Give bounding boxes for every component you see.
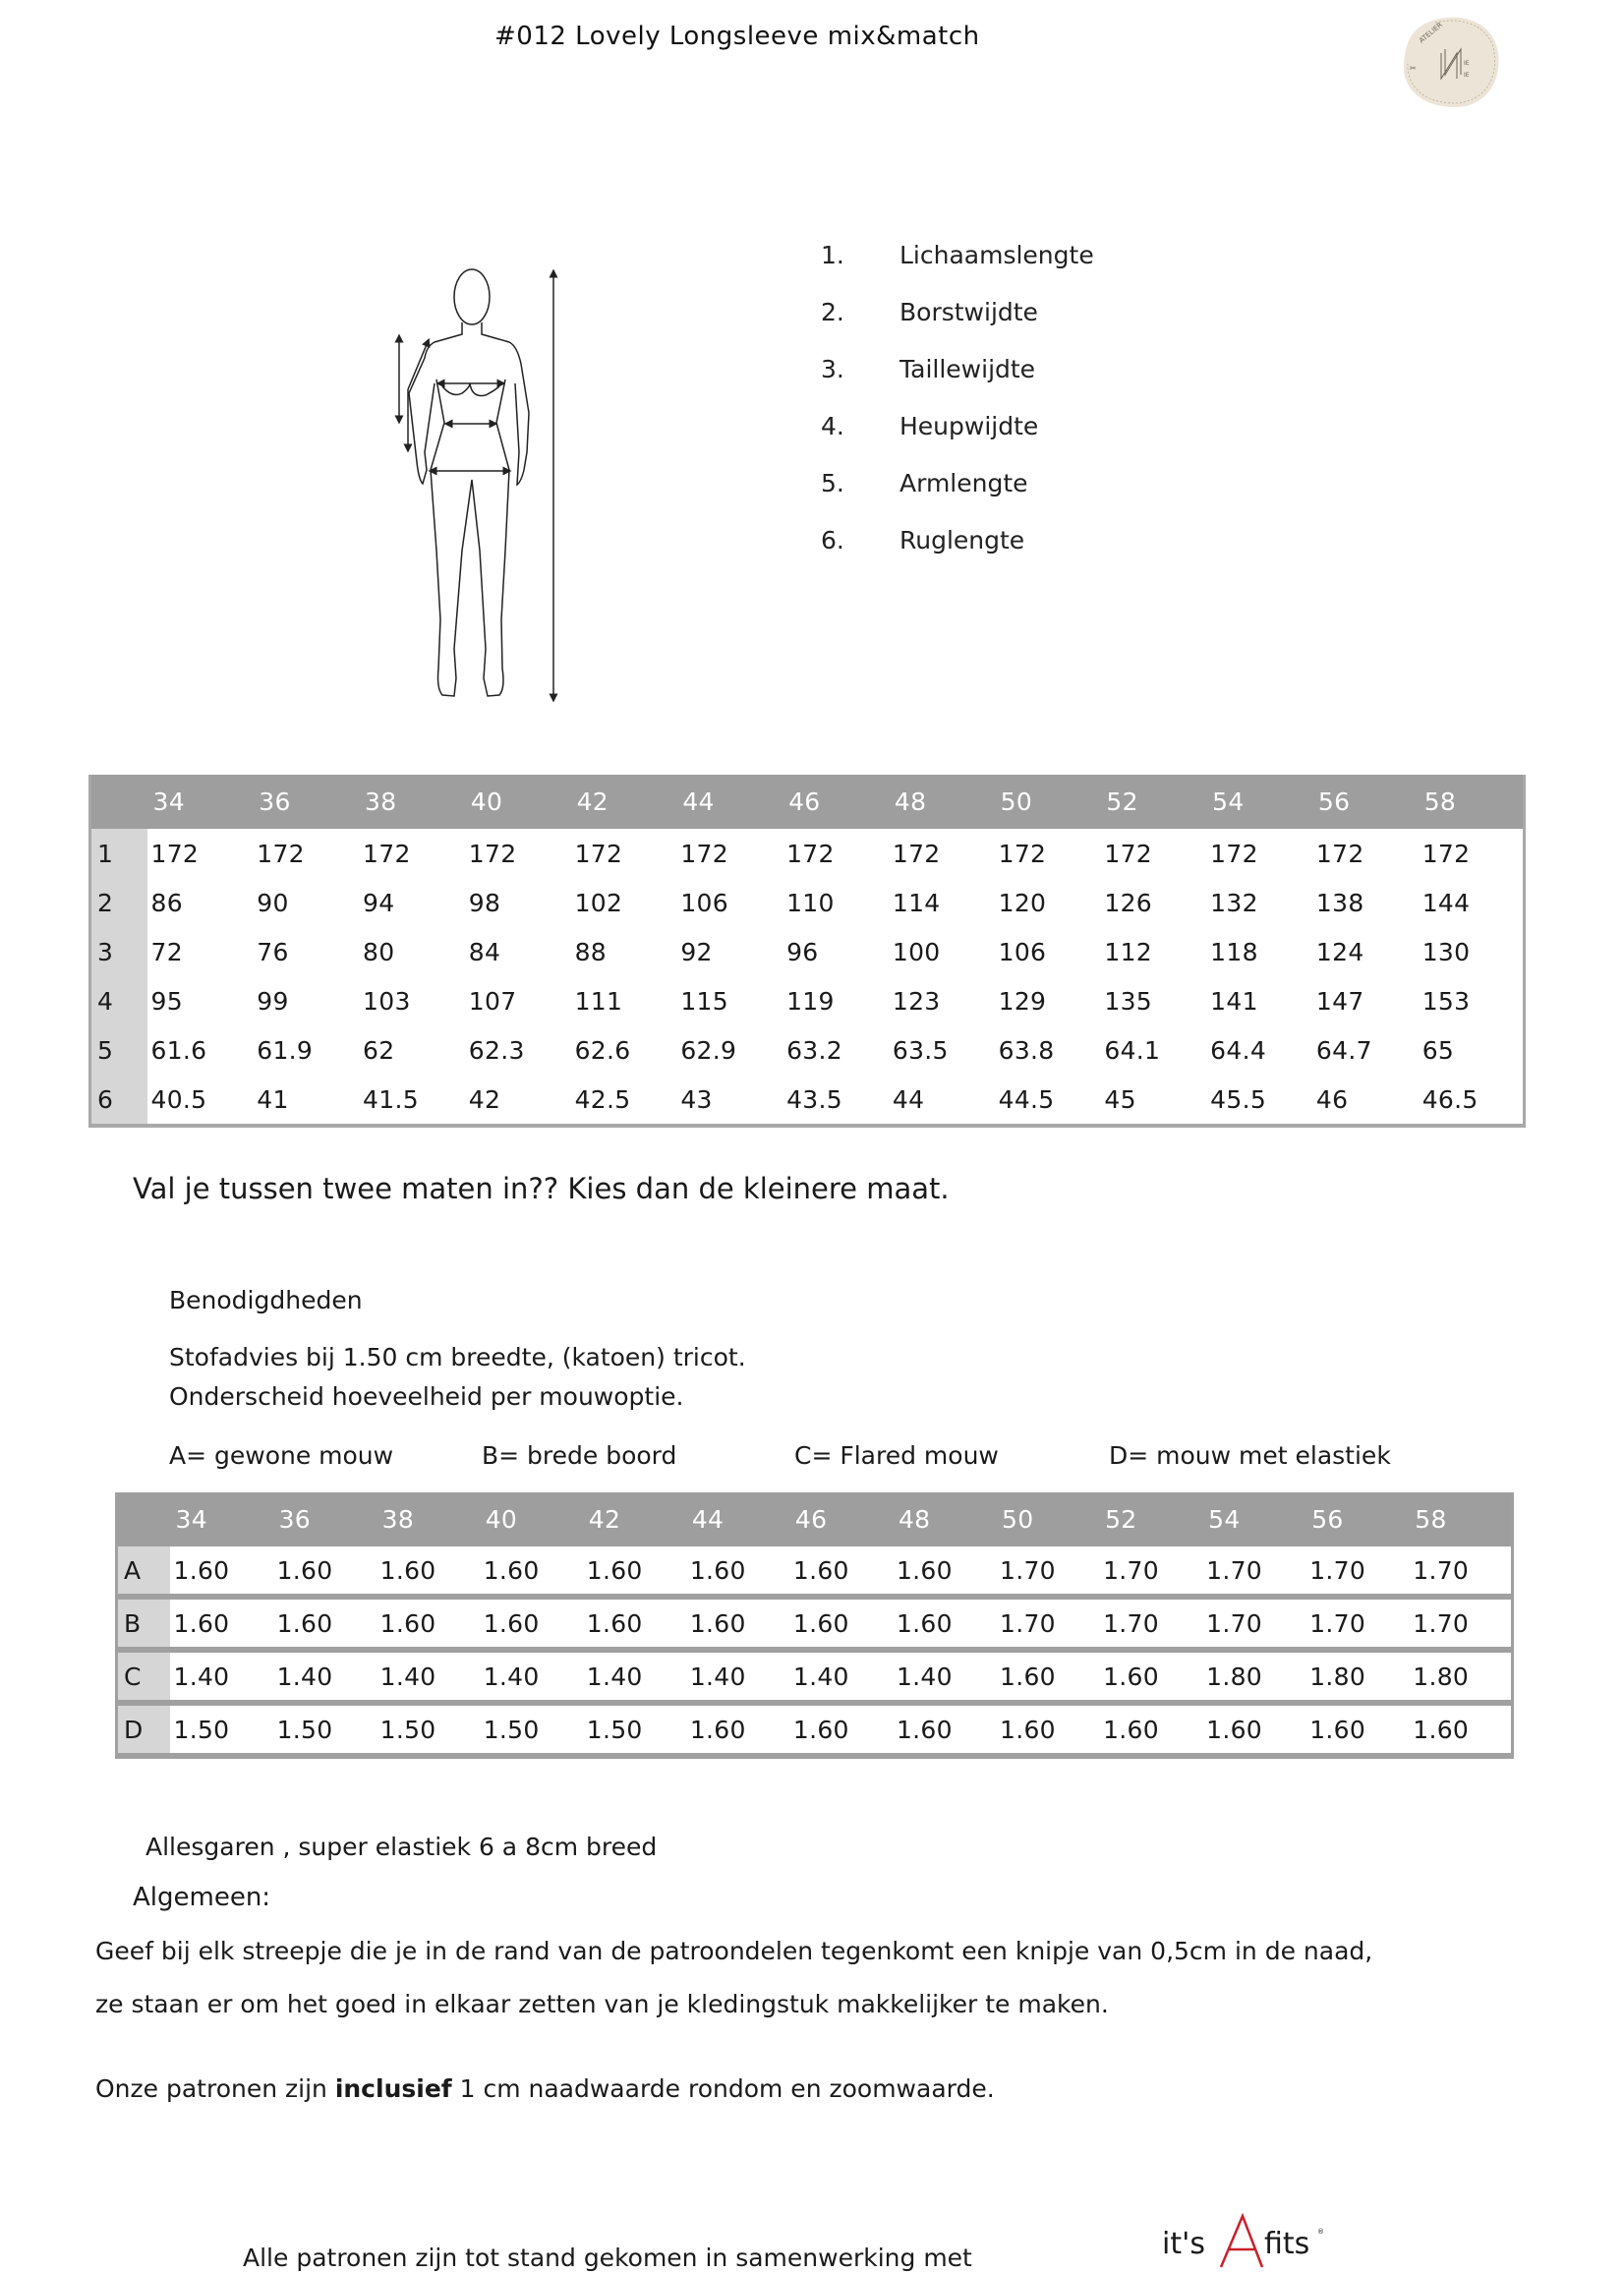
size-column-header: 40 bbox=[480, 1492, 583, 1546]
legend-number: 4. bbox=[821, 412, 844, 440]
table-cell: 1.70 bbox=[996, 1546, 1099, 1597]
table-row bbox=[117, 1703, 1513, 1756]
table-cell: 94 bbox=[359, 878, 465, 927]
table-cell: 1.60 bbox=[1305, 1703, 1409, 1756]
table-row bbox=[90, 1025, 1525, 1075]
size-table-body bbox=[90, 829, 1525, 1126]
table-cell: 129 bbox=[995, 976, 1101, 1025]
size-column-header: 42 bbox=[583, 1492, 686, 1546]
table-cell: 90 bbox=[253, 878, 359, 927]
table-cell: 1.40 bbox=[583, 1650, 686, 1703]
legend-label: Heupwijdte bbox=[899, 412, 1039, 440]
legend-label: Ruglengte bbox=[899, 526, 1025, 554]
size-column-header: 56 bbox=[1312, 775, 1419, 829]
table-cell: 44.5 bbox=[995, 1075, 1101, 1126]
size-column-header: 46 bbox=[789, 1492, 893, 1546]
table-cell: 1.60 bbox=[480, 1597, 583, 1650]
atelier-nie-logo-icon bbox=[1396, 14, 1506, 110]
table-cell: 115 bbox=[676, 976, 783, 1025]
table-cell: 103 bbox=[359, 976, 465, 1025]
general-line-3 bbox=[95, 2074, 995, 2103]
row-label: 1 bbox=[90, 829, 147, 878]
general-heading: Algemeen: bbox=[133, 1883, 271, 1912]
table-cell: 172 bbox=[571, 829, 677, 878]
size-column-header: 52 bbox=[1099, 1492, 1202, 1546]
table-cell: 1.70 bbox=[996, 1597, 1099, 1650]
table-cell: 1.60 bbox=[377, 1546, 480, 1597]
table-cell: 1.40 bbox=[686, 1650, 789, 1703]
legend-label: Lichaamslengte bbox=[899, 241, 1094, 269]
corner-cell bbox=[117, 1492, 170, 1546]
table-cell: 1.60 bbox=[1409, 1703, 1512, 1756]
table-cell: 126 bbox=[1100, 878, 1206, 927]
table-cell: 46 bbox=[1312, 1075, 1419, 1126]
table-row bbox=[90, 1075, 1525, 1126]
size-column-header: 36 bbox=[253, 775, 359, 829]
general-line-2: ze staan er om het goed in elkaar zetten van je kledingstuk makkelijker te maken. bbox=[95, 1990, 1109, 2018]
table-cell: 1.40 bbox=[480, 1650, 583, 1703]
size-column-header: 44 bbox=[676, 775, 783, 829]
table-cell: 172 bbox=[1419, 829, 1525, 878]
table-cell: 172 bbox=[1312, 829, 1419, 878]
table-row bbox=[90, 829, 1525, 878]
table-cell: 43 bbox=[676, 1075, 783, 1126]
table-cell: 1.60 bbox=[480, 1546, 583, 1597]
table-cell: 98 bbox=[465, 878, 571, 927]
table-cell: 1.60 bbox=[996, 1650, 1099, 1703]
table-cell: 1.60 bbox=[789, 1703, 893, 1756]
table-row bbox=[117, 1597, 1513, 1650]
size-column-header: 38 bbox=[359, 775, 465, 829]
legend-number: 1. bbox=[821, 241, 844, 269]
legend-label: Armlengte bbox=[899, 469, 1028, 497]
table-cell: 172 bbox=[783, 829, 889, 878]
table-cell: 65 bbox=[1419, 1025, 1525, 1075]
table-cell: 172 bbox=[889, 829, 995, 878]
table-cell: 138 bbox=[1312, 878, 1419, 927]
table-cell: 72 bbox=[147, 927, 254, 976]
table-cell: 1.70 bbox=[1409, 1597, 1512, 1650]
sleeve-option-c: C= Flared mouw bbox=[794, 1441, 999, 1470]
table-cell: 63.8 bbox=[995, 1025, 1101, 1075]
table-cell: 147 bbox=[1312, 976, 1419, 1025]
table-cell: 172 bbox=[147, 829, 254, 878]
table-cell: 1.50 bbox=[170, 1703, 273, 1756]
legend-number: 5. bbox=[821, 469, 844, 497]
footer-text: Alle patronen zijn tot stand gekomen in samenwerking met bbox=[243, 2244, 972, 2272]
legend-label: Taillewijdte bbox=[899, 355, 1036, 383]
row-label: D bbox=[117, 1703, 170, 1756]
table-cell: 111 bbox=[571, 976, 677, 1025]
row-label: C bbox=[117, 1650, 170, 1703]
svg-text:it's: it's bbox=[1162, 2227, 1205, 2261]
table-cell: 1.70 bbox=[1099, 1597, 1202, 1650]
size-column-header: 38 bbox=[377, 1492, 480, 1546]
table-cell: 130 bbox=[1419, 927, 1525, 976]
fabric-table-header-row bbox=[117, 1492, 1513, 1546]
table-row bbox=[90, 927, 1525, 976]
table-cell: 172 bbox=[1100, 829, 1206, 878]
size-table bbox=[88, 775, 1526, 1128]
table-cell: 1.60 bbox=[893, 1703, 996, 1756]
legend-number: 3. bbox=[821, 355, 844, 383]
table-cell: 63.2 bbox=[783, 1025, 889, 1075]
table-cell: 106 bbox=[995, 927, 1101, 976]
table-cell: 76 bbox=[253, 927, 359, 976]
table-cell: 62.3 bbox=[465, 1025, 571, 1075]
table-row bbox=[90, 878, 1525, 927]
table-cell: 1.60 bbox=[893, 1546, 996, 1597]
table-cell: 1.60 bbox=[893, 1597, 996, 1650]
sleeve-option-d: D= mouw met elastiek bbox=[1109, 1441, 1391, 1470]
legend-number: 2. bbox=[821, 298, 844, 326]
table-cell: 172 bbox=[995, 829, 1101, 878]
seam-text-bold: inclusief bbox=[334, 2074, 452, 2103]
table-cell: 96 bbox=[783, 927, 889, 976]
table-cell: 1.80 bbox=[1305, 1650, 1409, 1703]
size-column-header: 36 bbox=[273, 1492, 377, 1546]
table-cell: 1.60 bbox=[377, 1597, 480, 1650]
table-cell: 84 bbox=[465, 927, 571, 976]
svg-text:✂: ✂ bbox=[1410, 64, 1417, 73]
table-cell: 172 bbox=[676, 829, 783, 878]
table-cell: 1.80 bbox=[1409, 1650, 1512, 1703]
size-column-header: 48 bbox=[889, 775, 995, 829]
size-column-header: 58 bbox=[1409, 1492, 1512, 1546]
row-label: 3 bbox=[90, 927, 147, 976]
table-cell: 62 bbox=[359, 1025, 465, 1075]
table-cell: 172 bbox=[1206, 829, 1312, 878]
table-cell: 144 bbox=[1419, 878, 1525, 927]
table-cell: 1.70 bbox=[1409, 1546, 1512, 1597]
table-row bbox=[117, 1650, 1513, 1703]
table-cell: 110 bbox=[783, 878, 889, 927]
seam-text: Onze patronen zijn bbox=[95, 2074, 335, 2103]
corner-cell bbox=[90, 775, 147, 829]
supplies-heading: Benodigdheden bbox=[169, 1286, 363, 1314]
table-cell: 62.6 bbox=[571, 1025, 677, 1075]
table-cell: 114 bbox=[889, 878, 995, 927]
table-cell: 41 bbox=[253, 1075, 359, 1126]
table-cell: 95 bbox=[147, 976, 254, 1025]
size-table-header bbox=[90, 775, 1525, 829]
general-line-1: Geef bij elk streepje die je in de rand van de patroondelen tegenkomt een knipje van 0,5cm in de naad, bbox=[95, 1937, 1373, 1965]
table-cell: 1.60 bbox=[273, 1597, 377, 1650]
size-column-header: 40 bbox=[465, 775, 571, 829]
size-column-header: 46 bbox=[783, 775, 889, 829]
table-cell: 64.1 bbox=[1100, 1025, 1206, 1075]
size-column-header: 54 bbox=[1202, 1492, 1305, 1546]
table-cell: 132 bbox=[1206, 878, 1312, 927]
table-cell: 64.4 bbox=[1206, 1025, 1312, 1075]
table-cell: 1.60 bbox=[1202, 1703, 1305, 1756]
table-cell: 45.5 bbox=[1206, 1075, 1312, 1126]
fabric-advice: Stofadvies bij 1.50 cm breedte, (katoen) tricot. bbox=[169, 1343, 746, 1371]
table-cell: 46.5 bbox=[1419, 1075, 1525, 1126]
extra-supplies: Allesgaren , super elastiek 6 a 8cm breed bbox=[145, 1833, 658, 1861]
table-cell: 44 bbox=[889, 1075, 995, 1126]
seam-text: 1 cm naadwaarde rondom en zoomwaarde. bbox=[451, 2074, 995, 2103]
table-cell: 1.60 bbox=[273, 1546, 377, 1597]
table-cell: 1.50 bbox=[273, 1703, 377, 1756]
table-cell: 120 bbox=[995, 878, 1101, 927]
table-cell: 80 bbox=[359, 927, 465, 976]
size-column-header: 58 bbox=[1419, 775, 1525, 829]
row-label: 5 bbox=[90, 1025, 147, 1075]
table-cell: 42 bbox=[465, 1075, 571, 1126]
size-between-note: Val je tussen twee maten in?? Kies dan de kleinere maat. bbox=[133, 1172, 950, 1205]
table-cell: 119 bbox=[783, 976, 889, 1025]
size-column-header: 42 bbox=[571, 775, 677, 829]
table-cell: 172 bbox=[253, 829, 359, 878]
table-cell: 107 bbox=[465, 976, 571, 1025]
fabric-table-body bbox=[117, 1546, 1513, 1756]
table-cell: 1.60 bbox=[686, 1597, 789, 1650]
table-cell: 1.40 bbox=[170, 1650, 273, 1703]
table-cell: 172 bbox=[465, 829, 571, 878]
body-measurement-figure-icon bbox=[383, 256, 600, 728]
page-title: #012 Lovely Longsleeve mix&match bbox=[494, 22, 980, 51]
svg-text:IE: IE bbox=[1464, 60, 1470, 67]
table-cell: 64.7 bbox=[1312, 1025, 1419, 1075]
svg-text:ATELIER: ATELIER bbox=[1418, 21, 1444, 45]
table-cell: 1.60 bbox=[789, 1597, 893, 1650]
table-cell: 141 bbox=[1206, 976, 1312, 1025]
sleeve-option-b: B= brede boord bbox=[482, 1441, 677, 1470]
size-column-header: 52 bbox=[1100, 775, 1206, 829]
table-cell: 99 bbox=[253, 976, 359, 1025]
table-cell: 1.70 bbox=[1202, 1597, 1305, 1650]
table-cell: 124 bbox=[1312, 927, 1419, 976]
table-cell: 135 bbox=[1100, 976, 1206, 1025]
itsafits-logo-icon bbox=[1160, 2210, 1327, 2269]
row-label: 6 bbox=[90, 1075, 147, 1126]
table-cell: 1.60 bbox=[1099, 1703, 1202, 1756]
table-cell: 1.40 bbox=[789, 1650, 893, 1703]
table-cell: 1.60 bbox=[996, 1703, 1099, 1756]
table-cell: 1.40 bbox=[273, 1650, 377, 1703]
size-column-header: 34 bbox=[170, 1492, 273, 1546]
row-label: 2 bbox=[90, 878, 147, 927]
table-cell: 1.80 bbox=[1202, 1650, 1305, 1703]
size-column-header: 34 bbox=[147, 775, 254, 829]
table-cell: 106 bbox=[676, 878, 783, 927]
svg-text:IE: IE bbox=[1464, 72, 1470, 79]
table-cell: 1.50 bbox=[583, 1703, 686, 1756]
table-cell: 1.70 bbox=[1202, 1546, 1305, 1597]
table-cell: 123 bbox=[889, 976, 995, 1025]
table-cell: 1.70 bbox=[1099, 1546, 1202, 1597]
table-cell: 1.60 bbox=[686, 1546, 789, 1597]
table-cell: 41.5 bbox=[359, 1075, 465, 1126]
table-cell: 63.5 bbox=[889, 1025, 995, 1075]
size-column-header: 48 bbox=[893, 1492, 996, 1546]
table-cell: 172 bbox=[359, 829, 465, 878]
table-cell: 45 bbox=[1100, 1075, 1206, 1126]
table-cell: 61.6 bbox=[147, 1025, 254, 1075]
sleeve-option-note: Onderscheid hoeveelheid per mouwoptie. bbox=[169, 1382, 684, 1411]
size-column-header: 50 bbox=[996, 1492, 1099, 1546]
table-cell: 40.5 bbox=[147, 1075, 254, 1126]
table-cell: 153 bbox=[1419, 976, 1525, 1025]
svg-text:®: ® bbox=[1317, 2228, 1324, 2236]
table-cell: 1.70 bbox=[1305, 1597, 1409, 1650]
legend-number: 6. bbox=[821, 526, 844, 554]
table-cell: 112 bbox=[1100, 927, 1206, 976]
table-cell: 1.50 bbox=[377, 1703, 480, 1756]
table-cell: 42.5 bbox=[571, 1075, 677, 1126]
table-cell: 1.60 bbox=[583, 1546, 686, 1597]
row-label: B bbox=[117, 1597, 170, 1650]
size-column-header: 56 bbox=[1305, 1492, 1409, 1546]
table-cell: 100 bbox=[889, 927, 995, 976]
table-cell: 61.9 bbox=[253, 1025, 359, 1075]
table-cell: 102 bbox=[571, 878, 677, 927]
table-cell: 1.70 bbox=[1305, 1546, 1409, 1597]
fabric-table bbox=[115, 1492, 1514, 1759]
size-table-header-row bbox=[90, 775, 1525, 829]
table-cell: 1.60 bbox=[170, 1546, 273, 1597]
size-column-header: 54 bbox=[1206, 775, 1312, 829]
table-row bbox=[117, 1546, 1513, 1597]
table-cell: 92 bbox=[676, 927, 783, 976]
table-cell: 88 bbox=[571, 927, 677, 976]
table-row bbox=[90, 976, 1525, 1025]
size-column-header: 44 bbox=[686, 1492, 789, 1546]
row-label: A bbox=[117, 1546, 170, 1597]
table-cell: 118 bbox=[1206, 927, 1312, 976]
size-column-header: 50 bbox=[995, 775, 1101, 829]
table-cell: 1.60 bbox=[1099, 1650, 1202, 1703]
sleeve-option-a: A= gewone mouw bbox=[169, 1441, 394, 1470]
table-cell: 1.40 bbox=[377, 1650, 480, 1703]
fabric-table-header bbox=[117, 1492, 1513, 1546]
legend-label: Borstwijdte bbox=[899, 298, 1038, 326]
table-cell: 1.60 bbox=[789, 1546, 893, 1597]
table-cell: 1.50 bbox=[480, 1703, 583, 1756]
table-cell: 86 bbox=[147, 878, 254, 927]
svg-text:fits: fits bbox=[1264, 2227, 1310, 2261]
table-cell: 1.40 bbox=[893, 1650, 996, 1703]
table-cell: 1.60 bbox=[583, 1597, 686, 1650]
table-cell: 1.60 bbox=[170, 1597, 273, 1650]
table-cell: 62.9 bbox=[676, 1025, 783, 1075]
table-cell: 43.5 bbox=[783, 1075, 889, 1126]
table-cell: 1.60 bbox=[686, 1703, 789, 1756]
row-label: 4 bbox=[90, 976, 147, 1025]
